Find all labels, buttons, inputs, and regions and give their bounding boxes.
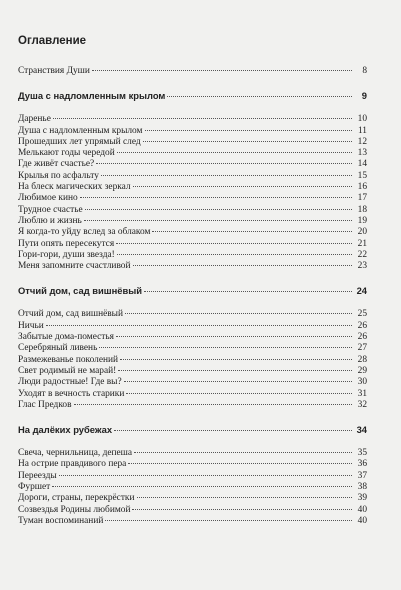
toc-entry-label: Свет родимый не марай! [18, 365, 117, 376]
toc-entry-label: Переезды [18, 470, 57, 481]
toc-entry-label: Крылья по асфальту [18, 170, 99, 181]
toc-entry-page: 27 [357, 343, 367, 354]
toc-entry [18, 377, 367, 388]
toc-entry [18, 171, 367, 182]
toc-entry-label: Где живёт счастье? [18, 159, 95, 170]
toc-entry [18, 227, 367, 238]
toc-entry-label: Люди радостные! Где вы? [18, 377, 122, 388]
toc-entry-page: 29 [357, 365, 367, 376]
toc-entry-label: Забытые дома-поместья [18, 332, 114, 343]
toc-entry [18, 126, 367, 137]
dot-leader [133, 265, 352, 266]
toc-section-label: Отчий дом, сад вишнёвый [18, 285, 143, 297]
toc-entry-page: 28 [357, 354, 367, 365]
toc-entry-label: Любимое кино [18, 193, 78, 204]
toc-entry [18, 261, 367, 272]
dot-leader [167, 96, 352, 97]
toc-entry-label: Глас Предков [18, 399, 72, 410]
toc-entry [18, 321, 367, 332]
dot-leader [143, 141, 352, 142]
toc-entry [18, 148, 367, 159]
toc-entry-page: 15 [357, 170, 367, 181]
toc-entry-page: 10 [357, 114, 367, 125]
toc-entry [18, 448, 367, 459]
toc-entry-page: 30 [357, 377, 367, 388]
toc-entry [18, 250, 367, 261]
dot-leader [52, 486, 352, 487]
toc-entry [18, 182, 367, 193]
dot-leader [152, 231, 352, 232]
dot-leader [114, 430, 352, 431]
toc-entry-page: 13 [357, 148, 367, 159]
toc-entry [18, 216, 367, 227]
toc-entry-label: На острие правдивого пера [18, 459, 127, 470]
toc-entry-label: Пути опять пересекутся [18, 238, 115, 249]
toc-entry [18, 482, 367, 493]
toc-entry-label: Трудное счастье [18, 204, 83, 215]
dot-leader [46, 325, 352, 326]
toc-entry-label: На блеск магических зеркал [18, 182, 131, 193]
spacer [18, 297, 367, 309]
dot-leader [145, 130, 353, 131]
toc-entry [18, 239, 367, 250]
toc-entry-page: 35 [357, 448, 367, 459]
toc-entry-page: 8 [362, 66, 367, 76]
toc-entry [18, 471, 367, 482]
dot-leader [116, 336, 352, 337]
toc-entry-label: Серебряный ливень [18, 343, 98, 354]
toc-entry-label: Размежеванье поколений [18, 354, 119, 365]
toc-entry [18, 114, 367, 125]
toc-entry-label: Туман воспоминаний [18, 515, 104, 526]
toc-entry-page: 18 [357, 204, 367, 215]
dot-leader [99, 347, 352, 348]
spacer [18, 436, 367, 448]
toc-section-page: 24 [356, 285, 367, 297]
toc-entry-page: 40 [357, 504, 367, 515]
toc-entry [18, 137, 367, 148]
dot-leader [53, 118, 352, 119]
toc-entry-page: 19 [357, 215, 367, 226]
toc-entry [18, 309, 367, 320]
dot-leader [96, 163, 352, 164]
toc-entry-page: 17 [357, 193, 367, 204]
dot-leader [133, 186, 352, 187]
toc-entry-page: 38 [357, 482, 367, 493]
spacer [18, 77, 367, 90]
toc-section-page: 9 [361, 90, 367, 102]
dot-leader [137, 497, 353, 498]
toc-entry-page: 20 [357, 227, 367, 238]
toc-entry-label: Гори-гори, души звезда! [18, 249, 115, 260]
toc-entry-label: Даренье [18, 114, 51, 125]
toc-entry-page: 14 [357, 159, 367, 170]
spacer [18, 272, 367, 285]
toc-title: Оглавление [18, 35, 87, 47]
toc-section-label: На далёких рубежах [18, 424, 113, 436]
dot-leader [144, 291, 352, 292]
toc-entry [18, 459, 367, 470]
toc-section-heading [18, 285, 367, 297]
dot-leader [116, 243, 352, 244]
toc-entry-page: 31 [357, 388, 367, 399]
toc-entry-label: Люблю и жизнь [18, 215, 82, 226]
toc-entry [18, 205, 367, 216]
dot-leader [101, 175, 352, 176]
dot-leader [80, 197, 352, 198]
dot-leader [92, 70, 352, 71]
toc-entry-label: Уходят в вечность старики [18, 388, 125, 399]
toc-entry-label: Дороги, страны, перекрёстки [18, 493, 135, 504]
toc-entry [18, 516, 367, 527]
toc-entry-page: 32 [357, 399, 367, 410]
toc-entry-page: 40 [357, 515, 367, 526]
dot-leader [124, 381, 352, 382]
toc-entry-page: 25 [357, 309, 367, 320]
dot-leader [85, 209, 352, 210]
toc-entry-page: 12 [357, 136, 367, 147]
dot-leader [125, 313, 352, 314]
toc-entry [18, 493, 367, 504]
toc-entry-label: Отчий дом, сад вишнёвый [18, 309, 123, 320]
toc-entry-label: Прошедших лет упрямый след [18, 136, 141, 147]
toc-entry-label: Свеча, чернильница, депеша [18, 448, 133, 459]
dot-leader [74, 404, 352, 405]
toc-section-heading [18, 424, 367, 436]
toc-entry-page: 37 [357, 470, 367, 481]
dot-leader [59, 475, 352, 476]
toc-entry-label: Фуршет [18, 482, 51, 493]
dot-leader [132, 509, 352, 510]
toc-entry [18, 332, 367, 343]
dot-leader [120, 359, 352, 360]
dot-leader [84, 220, 352, 221]
toc-entry [18, 366, 367, 377]
toc-entry-page: 26 [357, 332, 367, 343]
toc-entry-page: 16 [357, 182, 367, 193]
spacer [18, 102, 367, 114]
toc-entry-page: 26 [357, 320, 367, 331]
toc-entry-label: Странствия Души [18, 66, 90, 76]
toc-section-heading [18, 90, 367, 102]
toc-entry-label: Ничьи [18, 320, 44, 331]
dot-leader [126, 393, 352, 394]
toc-entry-page: 36 [357, 459, 367, 470]
toc-entry-page: 22 [357, 249, 367, 260]
toc-entry [18, 193, 367, 204]
toc-entry-label: Душа с надломленным крылом [18, 125, 143, 136]
table-of-contents [18, 34, 367, 527]
dot-leader [117, 254, 352, 255]
toc-entry-page: 11 [357, 125, 367, 136]
dot-leader [105, 520, 352, 521]
toc-entry-label: Я когда-то уйду вслед за облаком [18, 227, 151, 238]
toc-entry-label: Меня запомните счастливой [18, 261, 131, 272]
dot-leader [118, 370, 352, 371]
toc-entry-page: 39 [357, 493, 367, 504]
dot-leader [134, 452, 352, 453]
toc-entry-page: 23 [357, 261, 367, 272]
toc-entry [18, 505, 367, 516]
toc-entry-label: Мелькают годы чередой [18, 148, 115, 159]
toc-entry [18, 400, 367, 411]
spacer [18, 411, 367, 424]
dot-leader [117, 152, 352, 153]
toc-entry [18, 66, 367, 77]
toc-entry-page: 21 [357, 238, 367, 249]
toc-entry [18, 343, 367, 354]
toc-entry [18, 355, 367, 366]
toc-entry [18, 159, 367, 170]
toc-section-page: 34 [356, 424, 367, 436]
toc-entry [18, 389, 367, 400]
toc-entry-label: Созвездья Родины любимой [18, 504, 131, 515]
toc-section-label: Душа с надломленным крылом [18, 90, 166, 102]
dot-leader [128, 463, 352, 464]
